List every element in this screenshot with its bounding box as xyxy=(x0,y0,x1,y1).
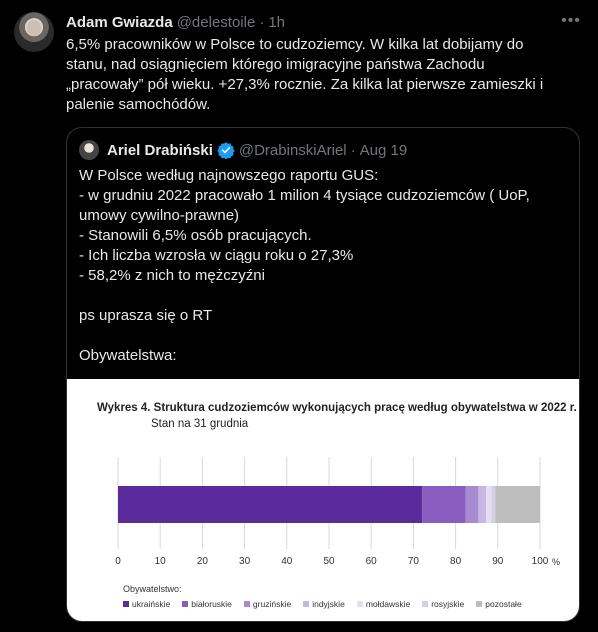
legend-swatch xyxy=(357,601,363,607)
x-tick-label: 20 xyxy=(196,556,208,567)
quoted-text-line: ps uprasza się o RT xyxy=(79,307,213,324)
quoted-tweet-text xyxy=(79,166,569,366)
legend-swatch xyxy=(476,601,482,607)
quoted-text-line xyxy=(79,286,569,306)
quoted-text-line: - Ich liczba wzrosła w ciągu roku o 27,3% xyxy=(79,247,354,264)
chart-subtitle: Stan na 31 grudnia xyxy=(151,418,249,430)
quoted-header-separator: · xyxy=(350,141,356,159)
x-tick-label: 30 xyxy=(239,556,251,567)
legend-label: ukraińskie xyxy=(132,599,171,609)
quoted-author-name[interactable]: Ariel Drabiński xyxy=(107,141,213,159)
bar-segment-ukraińskie xyxy=(118,486,422,523)
legend-item xyxy=(357,599,410,609)
tweet-time[interactable]: 1h xyxy=(268,13,285,31)
quoted-text-line: - w grudniu 2022 pracowało 1 milion 4 tysiące cudzoziemców ( UoP, xyxy=(79,187,530,204)
x-tick-label: 100 xyxy=(531,556,549,567)
legend-label: gruzińskie xyxy=(252,599,292,609)
legend-title: Obywatelstwo: xyxy=(123,584,182,594)
chart-legend xyxy=(123,599,522,609)
quoted-text-line: umowy cywilno-prawne) xyxy=(79,207,240,224)
quoted-author-avatar[interactable] xyxy=(79,140,99,160)
x-tick-label: 60 xyxy=(365,556,377,567)
tweet-text-line: „pracowały” pół wieku. +27,3% rocznie. Za kilka lat pierwsze zamieszki i xyxy=(66,76,544,93)
quoted-text-line: Obywatelstwa: xyxy=(79,347,177,364)
more-options-icon[interactable]: ••• xyxy=(561,12,581,29)
legend-swatch xyxy=(123,601,129,607)
tweet-text-line: palenie samochódów. xyxy=(66,96,211,113)
quoted-tweet-date[interactable]: Aug 19 xyxy=(359,141,408,159)
header-separator: · xyxy=(259,13,265,31)
legend-label: rosyjskie xyxy=(431,599,465,609)
author-avatar[interactable] xyxy=(14,12,54,52)
legend-swatch xyxy=(182,601,188,607)
bar-segment-indyjskie xyxy=(478,486,486,523)
x-tick-label: 40 xyxy=(281,556,293,567)
author-handle[interactable]: @delestoile xyxy=(176,13,256,31)
x-tick-label: 0 xyxy=(115,556,121,567)
legend-item xyxy=(422,599,464,609)
tweet-header xyxy=(66,12,285,32)
x-tick-label: 10 xyxy=(154,556,166,567)
quoted-author-handle[interactable]: @DrabinskiAriel xyxy=(238,141,347,159)
bar-segment-mołdawskie xyxy=(486,486,491,523)
legend-label: mołdawskie xyxy=(365,599,411,609)
bar-segment-białoruskie xyxy=(422,486,465,523)
tweet-text-line: stanu, nad osiągnięciem którego imigracyjne państwa Zachodu xyxy=(66,56,485,73)
legend-item xyxy=(303,599,345,609)
legend-item xyxy=(476,599,521,609)
legend-swatch xyxy=(303,601,309,607)
x-unit-label: % xyxy=(551,557,561,567)
bar-segment-gruzińskie xyxy=(466,486,479,523)
author-name[interactable]: Adam Gwiazda xyxy=(66,13,173,31)
x-tick-label: 50 xyxy=(323,556,335,567)
tweet-text xyxy=(66,35,566,115)
legend-swatch xyxy=(244,601,250,607)
chart-title: Wykres 4. Struktura cudzoziemców wykonujących pracę według obywatelstwa w 2022 r. xyxy=(97,402,577,414)
quoted-tweet[interactable] xyxy=(66,127,580,622)
legend-item xyxy=(244,599,291,609)
quoted-tweet-header xyxy=(79,140,407,160)
tweet-text-line: 6,5% pracowników w Polsce to cudzoziemcy. W kilka lat dobijamy do xyxy=(66,36,524,53)
quoted-text-line: - 58,2% z nich to mężczyźni xyxy=(79,267,265,284)
legend-label: pozostałe xyxy=(485,599,522,609)
legend-label: indyjskie xyxy=(312,599,345,609)
x-tick-label: 70 xyxy=(407,556,419,567)
quoted-text-line: - Stanowili 6,5% osób pracujących. xyxy=(79,227,312,244)
legend-item xyxy=(123,599,170,609)
legend-swatch xyxy=(422,601,428,607)
bar-segment-pozostałe xyxy=(495,486,540,523)
bar-segment-rosyjskie xyxy=(491,486,495,523)
chart-image[interactable] xyxy=(67,379,579,622)
legend-item xyxy=(182,599,232,609)
verified-badge-icon xyxy=(217,141,235,159)
x-tick-label: 90 xyxy=(492,556,504,567)
quoted-text-line: W Polsce według najnowszego raportu GUS: xyxy=(79,167,379,184)
quoted-text-line xyxy=(79,326,569,346)
legend-label: białoruskie xyxy=(191,599,232,609)
x-tick-label: 80 xyxy=(450,556,462,567)
